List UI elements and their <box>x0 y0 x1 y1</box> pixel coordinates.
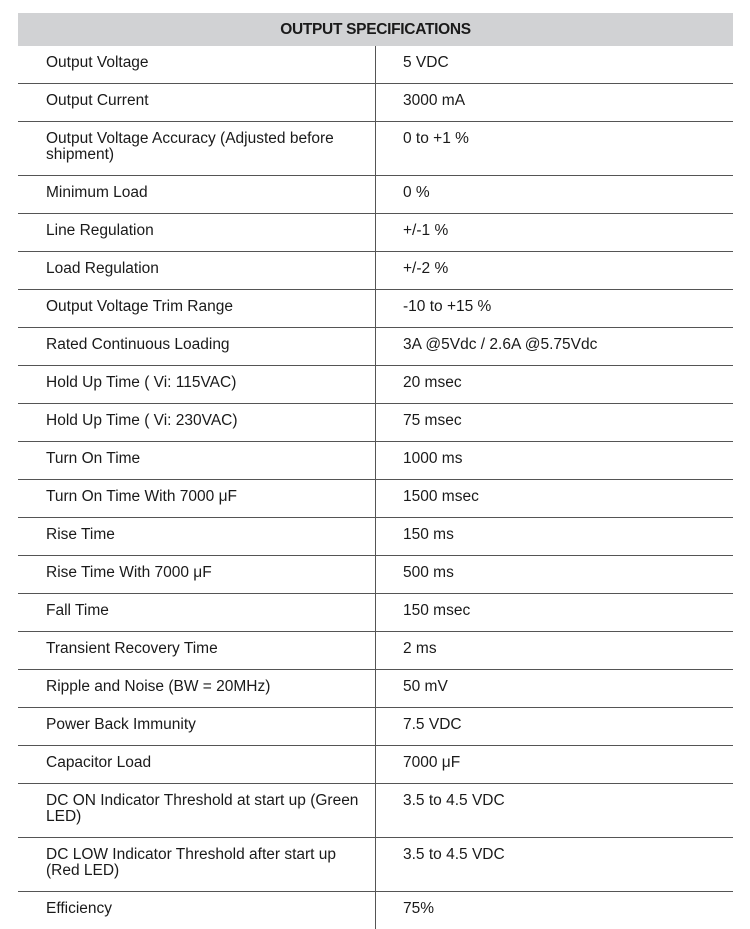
parameter-cell: Turn On Time <box>18 442 376 480</box>
value-cell: 150 ms <box>376 518 734 556</box>
parameter-cell: Turn On Time With 7000 μF <box>18 480 376 518</box>
table-row <box>18 176 733 214</box>
value-cell: +/-1 % <box>376 214 734 252</box>
value-cell: 20 msec <box>376 366 734 404</box>
table-row <box>18 838 733 892</box>
table-row <box>18 480 733 518</box>
table-row <box>18 518 733 556</box>
value-cell: 0 % <box>376 176 734 214</box>
value-cell: 150 msec <box>376 594 734 632</box>
value-cell: 7000 μF <box>376 746 734 784</box>
parameter-cell: Rise Time With 7000 μF <box>18 556 376 594</box>
value-cell: 3A @5Vdc / 2.6A @5.75Vdc <box>376 328 734 366</box>
value-cell: +/-2 % <box>376 252 734 290</box>
table-row <box>18 784 733 838</box>
table-row <box>18 594 733 632</box>
output-specifications-table <box>18 13 733 929</box>
table-row <box>18 404 733 442</box>
table-row <box>18 632 733 670</box>
table-row <box>18 214 733 252</box>
value-cell: 500 ms <box>376 556 734 594</box>
value-cell: 75% <box>376 892 734 929</box>
value-cell: 5 VDC <box>376 46 734 84</box>
table-row <box>18 122 733 176</box>
table-row <box>18 84 733 122</box>
parameter-cell: Transient Recovery Time <box>18 632 376 670</box>
table-row <box>18 46 733 84</box>
parameter-cell: Rated Continuous Loading <box>18 328 376 366</box>
value-cell: 0 to +1 % <box>376 122 734 176</box>
parameter-cell: Power Back Immunity <box>18 708 376 746</box>
parameter-cell: Load Regulation <box>18 252 376 290</box>
parameter-cell: Minimum Load <box>18 176 376 214</box>
parameter-cell: Output Voltage Accuracy (Adjusted before shipment) <box>18 122 376 176</box>
value-cell: 3000 mA <box>376 84 734 122</box>
value-cell: 1500 msec <box>376 480 734 518</box>
parameter-cell: DC LOW Indicator Threshold after start up (Red LED) <box>18 838 376 892</box>
table-row <box>18 746 733 784</box>
parameter-cell: Hold Up Time ( Vi: 115VAC) <box>18 366 376 404</box>
parameter-cell: Output Current <box>18 84 376 122</box>
table-row <box>18 442 733 480</box>
value-cell: 2 ms <box>376 632 734 670</box>
parameter-cell: Output Voltage <box>18 46 376 84</box>
table-row <box>18 892 733 929</box>
table-row <box>18 670 733 708</box>
parameter-cell: Efficiency <box>18 892 376 929</box>
value-cell: -10 to +15 % <box>376 290 734 328</box>
parameter-cell: Hold Up Time ( Vi: 230VAC) <box>18 404 376 442</box>
value-cell: 75 msec <box>376 404 734 442</box>
value-cell: 1000 ms <box>376 442 734 480</box>
table-title: OUTPUT SPECIFICATIONS <box>18 13 733 46</box>
parameter-cell: Line Regulation <box>18 214 376 252</box>
parameter-cell: Output Voltage Trim Range <box>18 290 376 328</box>
table-row <box>18 328 733 366</box>
value-cell: 3.5 to 4.5 VDC <box>376 838 734 892</box>
value-cell: 7.5 VDC <box>376 708 734 746</box>
parameter-cell: Rise Time <box>18 518 376 556</box>
parameter-cell: Fall Time <box>18 594 376 632</box>
table-row <box>18 556 733 594</box>
parameter-cell: DC ON Indicator Threshold at start up (Green LED) <box>18 784 376 838</box>
table-row <box>18 366 733 404</box>
parameter-cell: Capacitor Load <box>18 746 376 784</box>
table-row <box>18 708 733 746</box>
table-row <box>18 290 733 328</box>
table-header-row <box>18 13 733 46</box>
parameter-cell: Ripple and Noise (BW = 20MHz) <box>18 670 376 708</box>
value-cell: 50 mV <box>376 670 734 708</box>
value-cell: 3.5 to 4.5 VDC <box>376 784 734 838</box>
table-row <box>18 252 733 290</box>
